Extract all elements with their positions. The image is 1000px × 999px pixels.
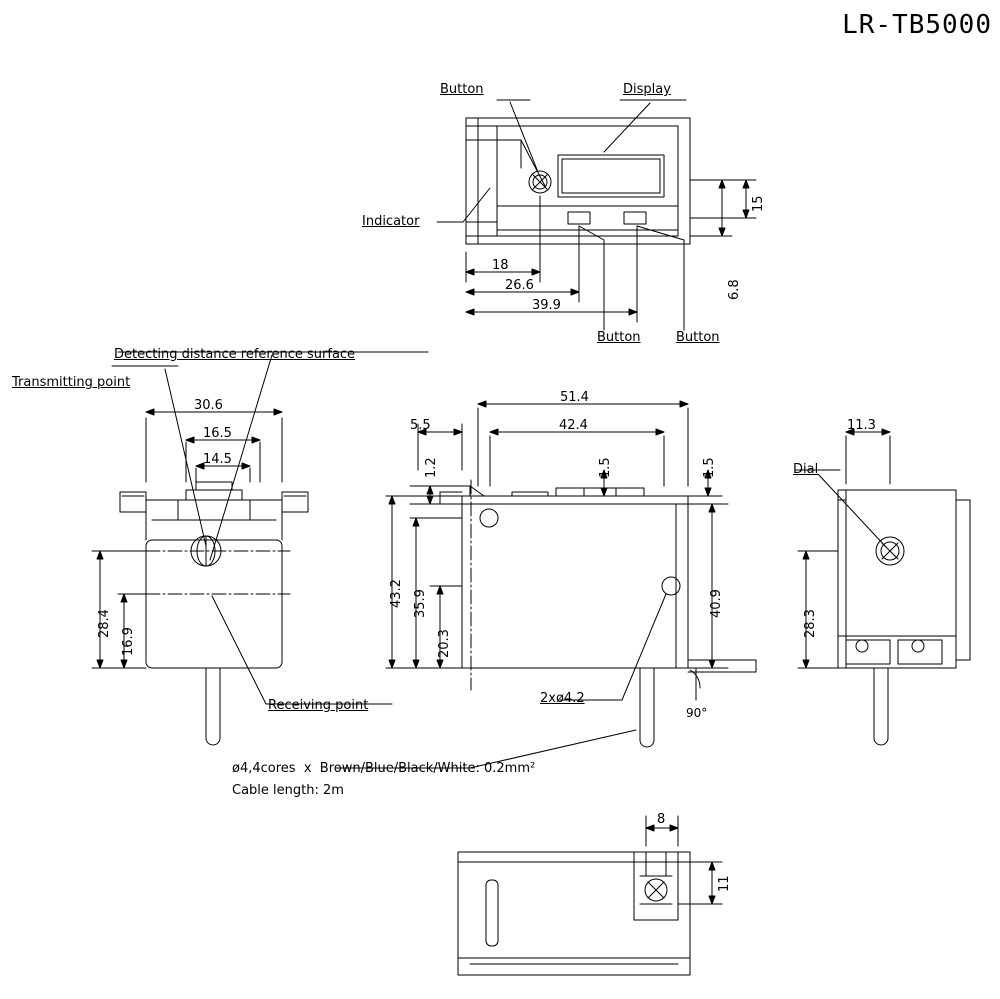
- callout-receiving-point: Receiving point: [268, 698, 369, 713]
- rear-view-leaders: [796, 470, 886, 547]
- callout-detecting-reference-surface: Detecting distance reference surface: [114, 347, 356, 362]
- dim-16-5: 16.5: [203, 426, 232, 441]
- callout-cable-length: Cable length: 2m: [232, 783, 344, 798]
- callout-button-bottom-1: Button: [597, 330, 641, 345]
- callout-transmitting-point: Transmitting point: [12, 375, 131, 390]
- dim-26-6: 26.6: [505, 278, 534, 293]
- dim-42-4: 42.4: [559, 418, 588, 433]
- dim-6-8: 6.8: [727, 279, 742, 300]
- dim-5-5: 5.5: [410, 418, 431, 433]
- dim-1-5-middle: 1.5: [598, 457, 613, 478]
- page-title: LR-TB5000: [842, 10, 992, 40]
- side-view-leaders: [336, 594, 700, 768]
- dim-15: 15: [751, 195, 766, 212]
- top-view-leaders: [437, 100, 686, 330]
- rear-view-geometry: [838, 490, 970, 745]
- dim-40-9: 40.9: [709, 589, 724, 618]
- dim-16-9: 16.9: [121, 627, 136, 656]
- dim-20-3: 20.3: [437, 629, 452, 658]
- dim-28-3: 28.3: [803, 609, 818, 638]
- callout-indicator: Indicator: [362, 214, 420, 229]
- dim-51-4: 51.4: [560, 390, 589, 405]
- dim-35-9: 35.9: [413, 589, 428, 618]
- callout-dial: Dial: [793, 462, 819, 477]
- dim-18: 18: [492, 258, 509, 273]
- side-view-dimensions: [386, 401, 728, 668]
- dim-1-2: 1.2: [424, 457, 439, 478]
- dim-8: 8: [657, 812, 666, 827]
- dim-39-9: 39.9: [532, 298, 561, 313]
- dim-11-3: 11.3: [847, 418, 876, 433]
- bottom-view-geometry: [458, 852, 690, 975]
- callout-button-bottom-2: Button: [676, 330, 720, 345]
- dim-43-2: 43.2: [389, 579, 404, 608]
- top-view-geometry: [466, 118, 690, 244]
- top-view-dimensions: [466, 180, 756, 322]
- callout-button-top: Button: [440, 82, 484, 97]
- callout-display: Display: [623, 82, 671, 97]
- dim-14-5: 14.5: [203, 452, 232, 467]
- dim-28-4: 28.4: [97, 609, 112, 638]
- callout-cable-spec: ø4,4cores x Brown/Blue/Black/White: 0.2mm²: [232, 761, 536, 776]
- dim-11: 11: [717, 875, 732, 892]
- front-view-leaders: [112, 352, 428, 704]
- callout-mounting-holes: 2xø4.2: [540, 691, 585, 706]
- callout-angle-90: 90°: [686, 706, 708, 720]
- dim-1-5-right: 1.5: [702, 457, 717, 478]
- dim-30-6: 30.6: [194, 398, 223, 413]
